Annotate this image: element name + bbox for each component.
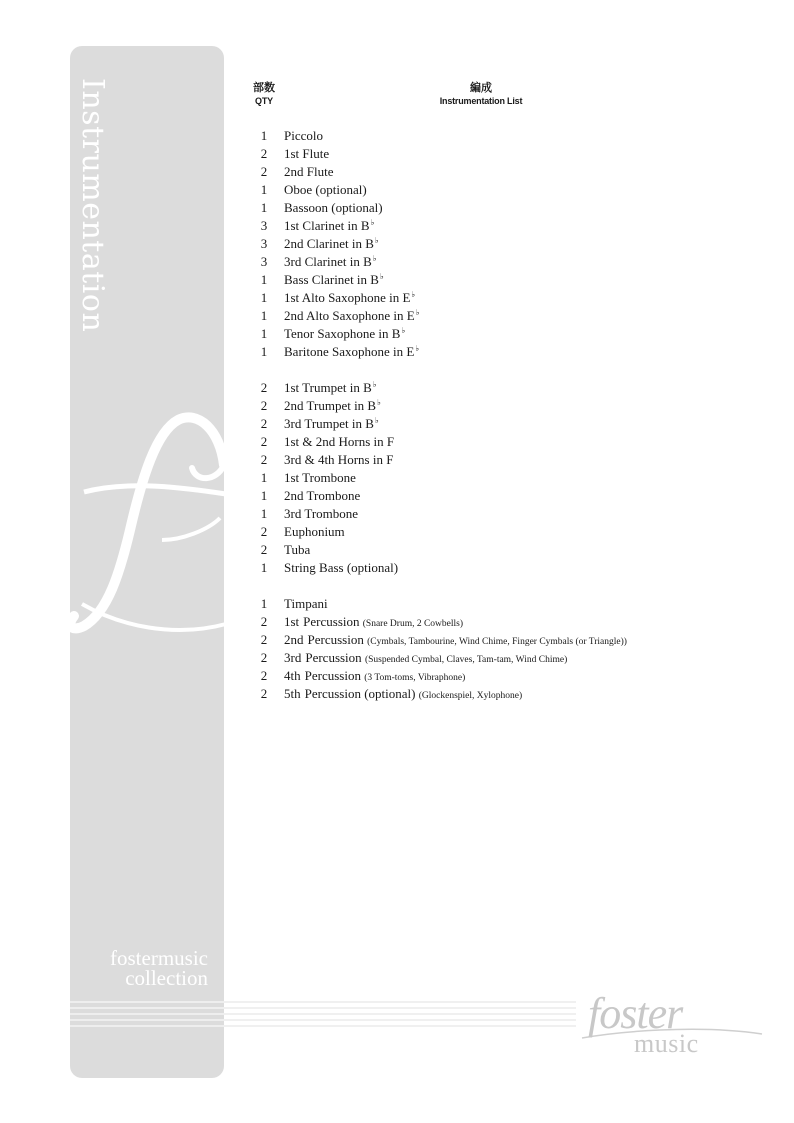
instrument-position: 1st xyxy=(284,614,300,629)
column-headers xyxy=(246,80,536,114)
flat-sign: ♭ xyxy=(415,308,420,317)
instrument-row xyxy=(252,541,782,559)
flat-sign: ♭ xyxy=(415,344,420,353)
instrument-name: Bass Clarinet in B xyxy=(284,272,379,287)
instrument-name-cell xyxy=(284,685,522,705)
brand-logo xyxy=(576,984,766,1056)
instrument-name-cell xyxy=(284,541,310,559)
instrument-qty: 1 xyxy=(260,200,268,215)
instrument-qty: 3 xyxy=(260,254,268,269)
instrument-row xyxy=(252,127,782,145)
instrument-name: 1st Trumpet in B xyxy=(284,380,372,395)
instrument-name-cell xyxy=(284,343,419,363)
instrument-row xyxy=(252,685,782,703)
instrument-name-cell xyxy=(284,523,345,541)
instrument-position: 5th xyxy=(284,686,301,701)
instrument-name-cell xyxy=(284,631,627,651)
instrument-name: 2nd Alto Saxophone in E xyxy=(284,308,415,323)
instrument-group xyxy=(252,595,782,703)
instrument-name: 2nd Trumpet in B xyxy=(284,398,377,413)
instrumentation-header-cjk: 編成 xyxy=(470,81,492,94)
instrument-note: (Cymbals, Tambourine, Wind Chime, Finger Cymbals (or Triangle)) xyxy=(367,637,627,647)
instrument-name-cell xyxy=(284,163,333,181)
instrument-qty: 2 xyxy=(260,398,268,413)
brand-logo-word1: foster xyxy=(588,989,683,1038)
instrument-qty: 2 xyxy=(260,668,268,683)
instrument-row xyxy=(252,559,782,577)
instrument-name: Percussion xyxy=(307,632,364,647)
instrument-name-cell xyxy=(284,145,329,163)
instrument-note: (Glockenspiel, Xylophone) xyxy=(418,691,523,701)
instrument-row xyxy=(252,649,782,667)
flat-sign: ♭ xyxy=(411,290,416,299)
instrument-qty: 3 xyxy=(260,236,268,251)
instrument-row xyxy=(252,487,782,505)
instrument-qty: 2 xyxy=(260,434,268,449)
instrument-name: 1st & 2nd Horns in F xyxy=(284,434,395,449)
instrument-row xyxy=(252,217,782,235)
instrument-name: 1st Alto Saxophone in E xyxy=(284,290,411,305)
instrument-name: 2nd Clarinet in B xyxy=(284,236,374,251)
flat-sign: ♭ xyxy=(370,218,375,227)
instrument-name: Oboe (optional) xyxy=(284,182,367,197)
instrument-name: Percussion xyxy=(304,668,361,683)
instrument-name: Piccolo xyxy=(284,128,323,143)
instrument-name: Percussion xyxy=(303,614,360,629)
instrument-row xyxy=(252,343,782,361)
instrument-row xyxy=(252,289,782,307)
instrument-name-cell xyxy=(284,415,379,435)
instrument-qty: 1 xyxy=(260,560,268,575)
instrument-name-cell xyxy=(284,433,394,451)
instrument-qty: 1 xyxy=(260,344,268,359)
instrument-group xyxy=(252,379,782,577)
qty-header-cjk: 部数 xyxy=(253,81,275,94)
instrument-row xyxy=(252,199,782,217)
instrument-name: Percussion (optional) xyxy=(304,686,416,701)
instrument-name-cell xyxy=(284,649,567,669)
instrument-qty: 1 xyxy=(260,326,268,341)
instrument-qty: 1 xyxy=(260,272,268,287)
flat-sign: ♭ xyxy=(401,326,406,335)
brand-logo-word2: music xyxy=(634,1029,699,1056)
instrument-qty: 1 xyxy=(260,470,268,485)
qty-column-header xyxy=(246,80,282,107)
flat-sign: ♭ xyxy=(372,380,377,389)
instrument-row xyxy=(252,451,782,469)
instrument-name: 1st Flute xyxy=(284,146,330,161)
instrument-qty: 1 xyxy=(260,506,268,521)
instrument-name-cell xyxy=(284,235,379,255)
instrument-row xyxy=(252,613,782,631)
instrument-name: String Bass (optional) xyxy=(284,560,399,575)
instrument-qty: 2 xyxy=(260,632,268,647)
instrument-name: Timpani xyxy=(284,596,328,611)
instrument-qty: 2 xyxy=(260,146,268,161)
instrument-name: Baritone Saxophone in E xyxy=(284,344,415,359)
instrument-row xyxy=(252,667,782,685)
instrument-name: Euphonium xyxy=(284,524,345,539)
sidebar-title: Instrumentation xyxy=(75,78,110,333)
instrument-name-cell xyxy=(284,127,323,145)
flat-sign: ♭ xyxy=(372,254,377,263)
instrument-row xyxy=(252,595,782,613)
instrument-name: Percussion xyxy=(305,650,362,665)
instrument-position: 3rd xyxy=(284,650,302,665)
instrument-name: Tenor Saxophone in B xyxy=(284,326,401,341)
flat-sign: ♭ xyxy=(374,416,379,425)
clef-logo-icon xyxy=(70,390,230,640)
instrument-row xyxy=(252,379,782,397)
instrument-name-cell xyxy=(284,307,420,327)
instrument-name: 1st Trombone xyxy=(284,470,356,485)
instrument-qty: 1 xyxy=(260,488,268,503)
instrument-qty: 2 xyxy=(260,380,268,395)
instrument-row xyxy=(252,415,782,433)
instrument-name-cell xyxy=(284,613,463,633)
instrument-qty: 1 xyxy=(260,596,268,611)
instrument-row xyxy=(252,469,782,487)
instrument-name-cell xyxy=(284,559,398,577)
instrument-qty: 2 xyxy=(260,614,268,629)
instrument-name-cell xyxy=(284,505,358,523)
instrument-name-cell xyxy=(284,325,405,345)
instrument-name: 2nd Flute xyxy=(284,164,334,179)
instrument-qty: 2 xyxy=(260,416,268,431)
instrument-name: 3rd & 4th Horns in F xyxy=(284,452,394,467)
instrument-qty: 2 xyxy=(260,650,268,665)
instrument-row xyxy=(252,631,782,649)
instrument-position: 2nd xyxy=(284,632,304,647)
instrument-row xyxy=(252,433,782,451)
instrument-qty: 2 xyxy=(260,452,268,467)
instrument-name: Tuba xyxy=(284,542,311,557)
instrument-name: 3rd Clarinet in B xyxy=(284,254,372,269)
instrument-name: 2nd Trombone xyxy=(284,488,361,503)
instrument-name-cell xyxy=(284,217,374,237)
instrument-row xyxy=(252,145,782,163)
instrument-group xyxy=(252,127,782,361)
collection-label-line2: collection xyxy=(125,966,208,990)
instrument-name: Bassoon (optional) xyxy=(284,200,383,215)
instrument-name-cell xyxy=(284,469,356,487)
instrument-name-cell xyxy=(284,451,393,469)
instrument-name: 3rd Trumpet in B xyxy=(284,416,374,431)
instrument-qty: 2 xyxy=(260,524,268,539)
staff-lines-decoration xyxy=(70,1000,576,1032)
instrument-qty: 2 xyxy=(260,542,268,557)
flat-sign: ♭ xyxy=(379,272,384,281)
instrument-row xyxy=(252,523,782,541)
instrument-qty: 1 xyxy=(260,290,268,305)
instrument-name-cell xyxy=(284,289,415,309)
instrument-name-cell xyxy=(284,271,384,291)
instrument-name-cell xyxy=(284,595,328,613)
instrument-name: 1st Clarinet in B xyxy=(284,218,370,233)
instrument-qty: 3 xyxy=(260,218,268,233)
instrument-row xyxy=(252,163,782,181)
instrument-note: (Snare Drum, 2 Cowbells) xyxy=(362,619,464,629)
instrument-qty: 2 xyxy=(260,164,268,179)
instrument-name-cell xyxy=(284,253,377,273)
instrument-row xyxy=(252,307,782,325)
instrument-row xyxy=(252,505,782,523)
flat-sign: ♭ xyxy=(377,398,381,407)
instrument-qty: 1 xyxy=(260,128,268,143)
instrument-name-cell xyxy=(284,667,465,687)
instrument-name: 3rd Trombone xyxy=(284,506,359,521)
instrument-row xyxy=(252,253,782,271)
instrument-row xyxy=(252,325,782,343)
instrument-name-cell xyxy=(284,397,381,417)
instrument-row xyxy=(252,181,782,199)
instrument-name-cell xyxy=(284,379,377,399)
instrument-row xyxy=(252,397,782,415)
instrument-note: (3 Tom-toms, Vibraphone) xyxy=(364,673,466,683)
instrument-position: 4th xyxy=(284,668,301,683)
instrument-name-cell xyxy=(284,181,367,199)
instrument-note: (Suspended Cymbal, Claves, Tam-tam, Wind Chime) xyxy=(364,655,568,665)
instrument-qty: 2 xyxy=(260,686,268,701)
instrument-name-cell xyxy=(284,199,383,217)
collection-label xyxy=(78,948,208,988)
flat-sign: ♭ xyxy=(374,236,379,245)
instrumentation-list xyxy=(252,127,782,703)
instrument-qty: 1 xyxy=(260,182,268,197)
instrument-name-cell xyxy=(284,487,360,505)
collection-label-line1: fostermusic xyxy=(110,946,208,970)
instrument-row xyxy=(252,271,782,289)
instrumentation-column-header xyxy=(426,80,536,107)
qty-header-en: QTY xyxy=(255,96,273,106)
instrument-qty: 1 xyxy=(260,308,268,323)
instrument-row xyxy=(252,235,782,253)
instrumentation-header-en: Instrumentation List xyxy=(439,96,523,106)
